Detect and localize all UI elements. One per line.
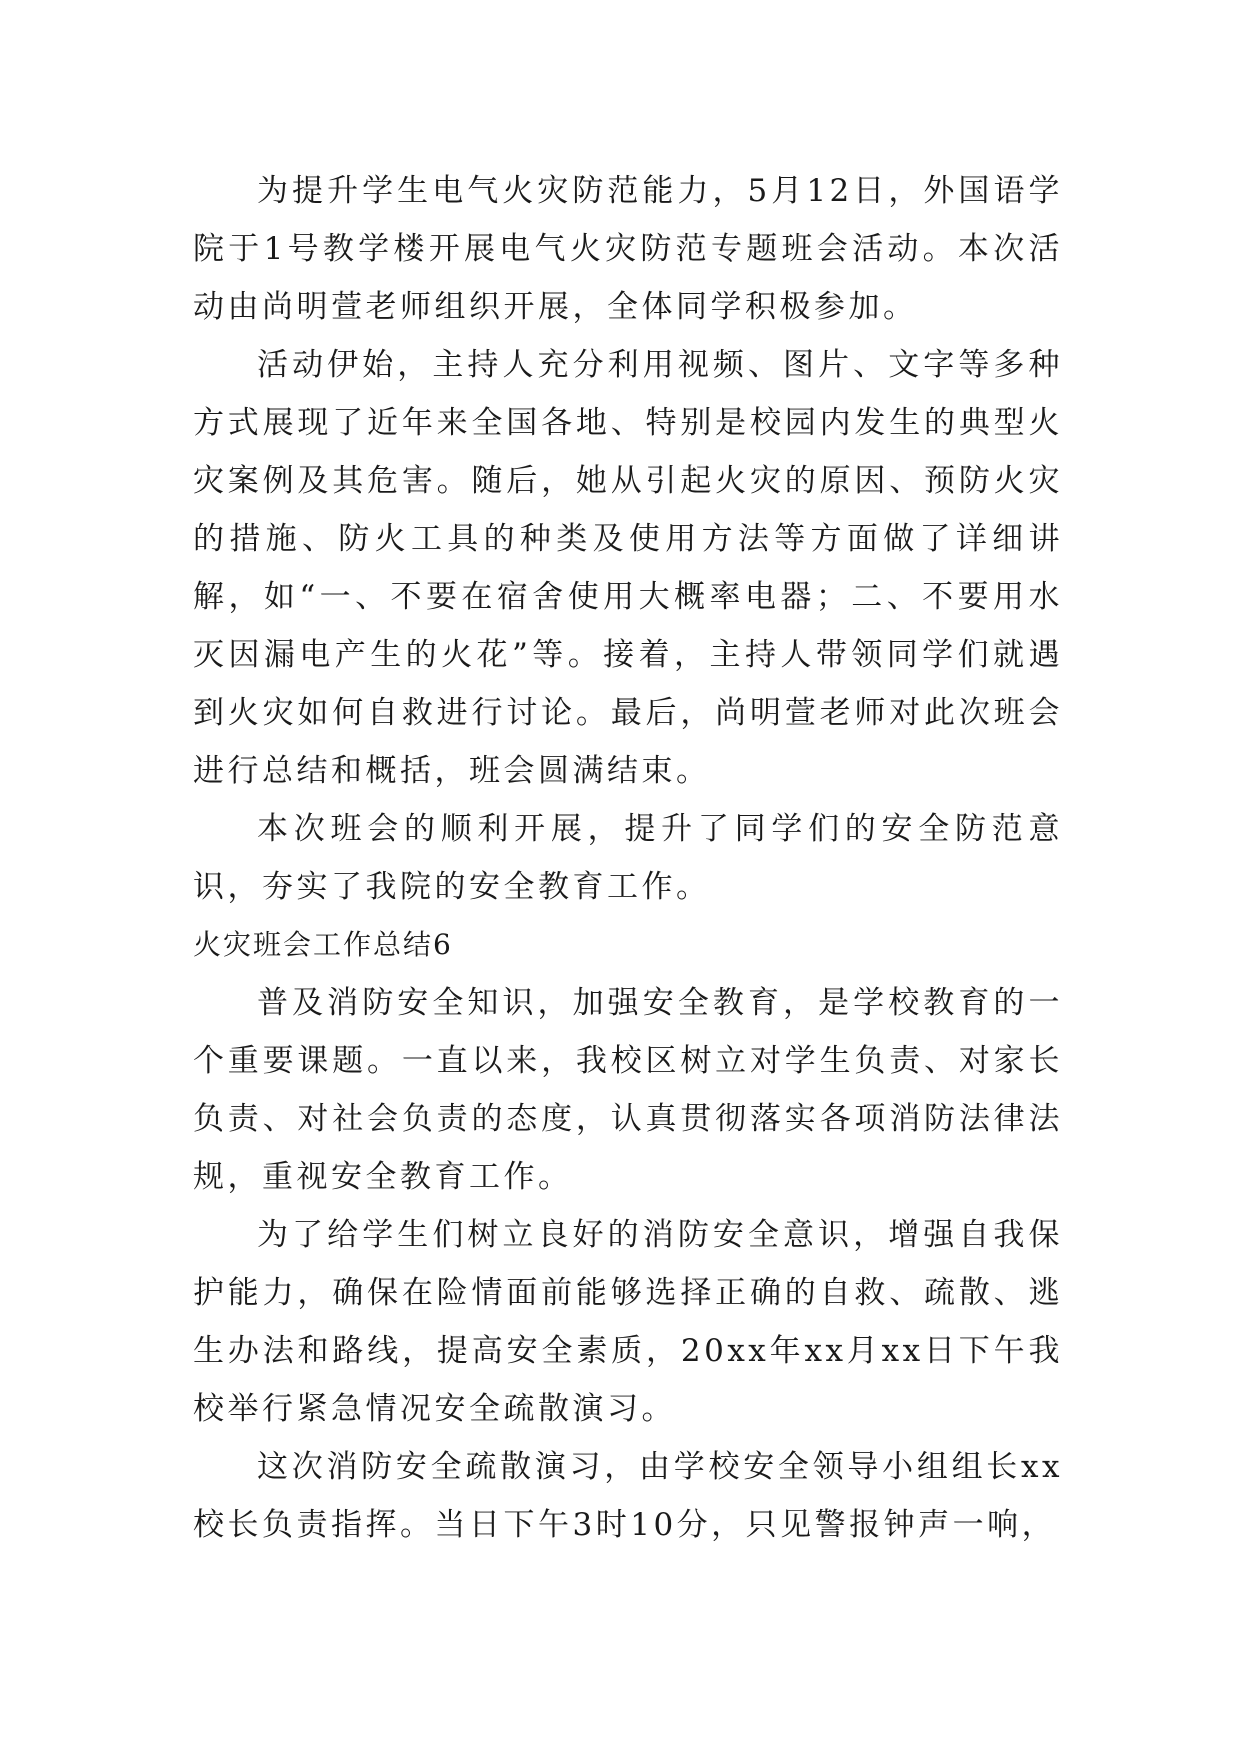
paragraph-3: 本次班会的顺利开展，提升了同学们的安全防范意识，夯实了我院的安全教育工作。	[193, 811, 1063, 905]
section-paragraph-1: 普及消防安全知识，加强安全教育，是学校教育的一个重要课题。一直以来，我校区树立对学生负责、对家长负责、对社会负责的态度，认真贯彻落实各项消防法律法规，重视安全教育工作。	[193, 985, 1063, 1195]
paragraph-2: 活动伊始，主持人充分利用视频、图片、文字等多种方式展现了近年来全国各地、特别是校园内发生的典型火灾案例及其危害。随后，她从引起火灾的原因、预防火灾的措施、防火工具的种类及使用方法等方面做了详细讲解，如“一、不要在宿舍使用大概率电器；二、不要用水灭因漏电产生的火花”等。接着，主持人带领同学们就遇到火灾如何自救进行讨论。最后，尚明萱老师对此次班会进行总结和概括，班会圆满结束。	[193, 347, 1063, 789]
section-paragraph-3: 这次消防安全疏散演习，由学校安全领导小组组长xx校长负责指挥。当日下午3时10分，只见警报钟声一响，	[193, 1449, 1063, 1543]
section-title: 火灾班会工作总结6	[193, 928, 453, 961]
paragraph-1: 为提升学生电气火灾防范能力，5月12日，外国语学院于1号教学楼开展电气火灾防范专题班会活动。本次活动由尚明萱老师组织开展，全体同学积极参加。	[193, 173, 1063, 325]
section-paragraph-2: 为了给学生们树立良好的消防安全意识，增强自我保护能力，确保在险情面前能够选择正确的自救、疏散、逃生办法和路线，提高安全素质，20xx年xx月xx日下午我校举行紧急情况安全疏散演习。	[193, 1217, 1063, 1427]
document-body	[193, 162, 1063, 1554]
